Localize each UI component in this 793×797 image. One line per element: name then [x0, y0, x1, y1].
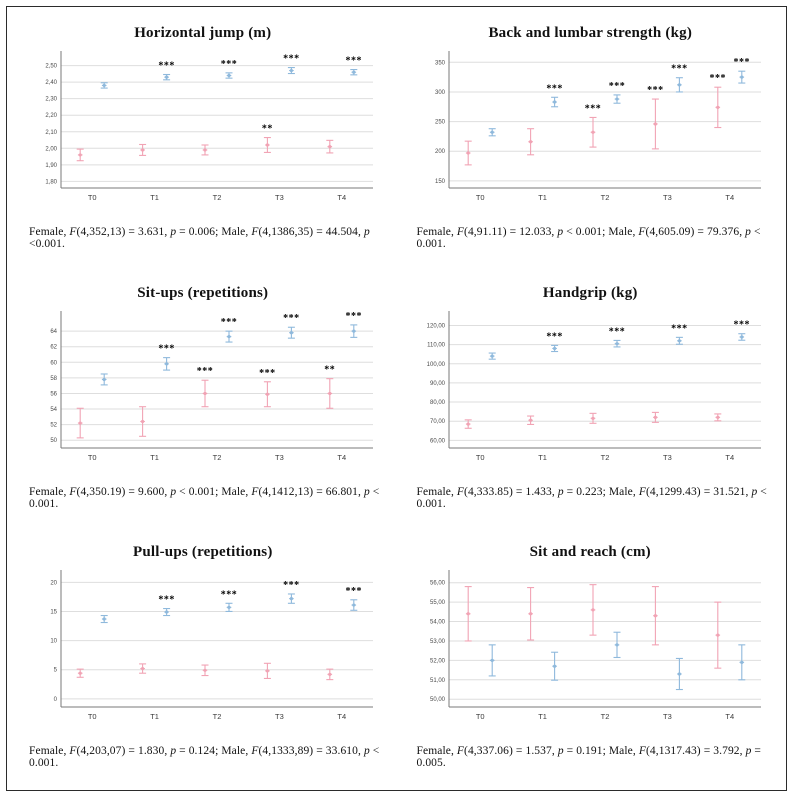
svg-text:T0: T0 — [475, 452, 485, 462]
svg-text:T2: T2 — [212, 193, 222, 202]
svg-text:T2: T2 — [600, 193, 609, 202]
svg-text:54,00: 54,00 — [429, 619, 445, 626]
svg-text:2,10: 2,10 — [45, 129, 57, 136]
panel-grid — [9, 9, 784, 788]
panel-caption: Female, F(4,333.85) = 1.433, p = 0.223; Male, F(4,1299.43) = 31.521, p < 0.001. — [416, 485, 767, 510]
svg-text:60,00: 60,00 — [429, 437, 445, 444]
back-lumbar-strength-chart — [409, 44, 771, 220]
svg-text:2,20: 2,20 — [45, 113, 57, 120]
panel-back-lumbar-strength — [397, 9, 785, 269]
svg-text:60: 60 — [50, 359, 57, 366]
svg-text:T3: T3 — [662, 193, 672, 202]
svg-text:64: 64 — [50, 328, 57, 335]
svg-text:2,00: 2,00 — [45, 146, 57, 153]
svg-text:***: *** — [670, 323, 688, 335]
svg-text:***: *** — [220, 589, 238, 601]
svg-text:T2: T2 — [600, 712, 609, 722]
panel-title: Horizontal jump (m) — [134, 25, 272, 41]
svg-text:T4: T4 — [337, 452, 347, 462]
svg-text:***: *** — [345, 586, 363, 598]
panel-caption: Female, F(4,91.11) = 12.033, p < 0.001; Male, F(4,605.09) = 79.376, p < 0.001. — [416, 226, 761, 250]
svg-text:T4: T4 — [337, 712, 347, 722]
panel-handgrip — [397, 269, 785, 529]
svg-text:T4: T4 — [724, 193, 734, 202]
svg-text:90,00: 90,00 — [429, 380, 445, 387]
svg-text:T1: T1 — [150, 193, 159, 202]
horizontal-jump-chart — [21, 44, 383, 220]
svg-text:***: *** — [259, 367, 276, 379]
handgrip-chart — [409, 304, 771, 480]
svg-text:T1: T1 — [537, 452, 547, 462]
svg-text:T1: T1 — [537, 712, 547, 722]
svg-text:15: 15 — [50, 609, 57, 616]
svg-text:T1: T1 — [150, 452, 159, 462]
svg-text:2,40: 2,40 — [45, 80, 57, 87]
svg-text:***: *** — [345, 310, 363, 322]
svg-text:***: *** — [646, 85, 664, 97]
svg-text:0: 0 — [53, 697, 57, 704]
panel-caption: Female, F(4,203,07) = 1.830, p = 0.124; Male, F(4,1333,89) = 33.610, p < 0.001. — [29, 745, 380, 770]
svg-text:***: *** — [709, 73, 726, 85]
svg-text:***: *** — [158, 594, 175, 606]
svg-text:54: 54 — [50, 406, 57, 413]
svg-text:1,80: 1,80 — [45, 179, 57, 186]
svg-text:***: *** — [283, 580, 300, 592]
svg-text:200: 200 — [434, 149, 445, 156]
svg-text:***: *** — [545, 331, 563, 343]
svg-text:T3: T3 — [275, 452, 284, 462]
svg-text:110,00: 110,00 — [426, 342, 445, 349]
svg-text:**: ** — [324, 364, 336, 376]
svg-text:300: 300 — [434, 89, 445, 96]
svg-text:52,00: 52,00 — [429, 658, 445, 665]
svg-text:70,00: 70,00 — [429, 418, 445, 425]
svg-text:***: *** — [608, 80, 625, 92]
svg-text:120,00: 120,00 — [426, 323, 445, 330]
svg-text:T1: T1 — [150, 712, 159, 722]
panel-title: Handgrip (kg) — [542, 284, 638, 301]
svg-text:51,00: 51,00 — [429, 678, 445, 685]
panel-title: Back and lumbar strength (kg) — [488, 25, 693, 41]
svg-text:53,00: 53,00 — [429, 639, 445, 646]
svg-text:T0: T0 — [87, 452, 97, 462]
panel-sit-ups — [9, 269, 397, 529]
svg-text:***: *** — [196, 365, 214, 377]
svg-text:***: *** — [733, 57, 750, 69]
panel-title: Sit-ups (repetitions) — [137, 284, 269, 301]
svg-text:T0: T0 — [87, 712, 97, 722]
sit-and-reach-chart — [409, 563, 771, 739]
svg-text:100,00: 100,00 — [426, 361, 445, 368]
panel-caption: Female, F(4,352,13) = 3.631, p = 0.006; Male, F(4,1386,35) = 44.504, p <0.001. — [29, 226, 370, 250]
svg-text:***: *** — [220, 316, 238, 328]
panel-title: Sit and reach (cm) — [529, 544, 651, 561]
svg-text:***: *** — [584, 103, 601, 115]
svg-text:***: *** — [733, 319, 750, 331]
svg-text:T2: T2 — [600, 452, 609, 462]
svg-text:***: *** — [545, 83, 563, 95]
svg-text:T3: T3 — [662, 712, 672, 722]
svg-text:**: ** — [261, 123, 273, 135]
svg-text:T4: T4 — [724, 712, 734, 722]
svg-text:80,00: 80,00 — [429, 399, 445, 406]
svg-text:62: 62 — [50, 344, 57, 351]
svg-text:350: 350 — [434, 60, 445, 67]
svg-text:150: 150 — [434, 178, 445, 185]
svg-text:***: *** — [158, 343, 175, 355]
svg-text:***: *** — [283, 53, 300, 65]
panel-horizontal-jump — [9, 9, 397, 269]
panel-sit-and-reach — [397, 528, 785, 788]
svg-text:2,50: 2,50 — [45, 63, 57, 70]
svg-text:250: 250 — [434, 119, 445, 126]
sit-ups-chart — [21, 304, 383, 480]
svg-text:T2: T2 — [212, 712, 222, 722]
svg-text:55,00: 55,00 — [429, 600, 445, 607]
svg-text:58: 58 — [50, 375, 57, 382]
pull-ups-chart — [21, 563, 383, 739]
svg-text:50,00: 50,00 — [429, 697, 445, 704]
svg-text:2,30: 2,30 — [45, 96, 57, 103]
svg-text:10: 10 — [50, 638, 57, 645]
svg-text:52: 52 — [50, 422, 57, 429]
svg-text:T2: T2 — [212, 452, 222, 462]
svg-text:T4: T4 — [724, 452, 734, 462]
svg-text:T3: T3 — [662, 452, 672, 462]
svg-text:20: 20 — [50, 580, 57, 587]
svg-text:56: 56 — [50, 391, 57, 398]
svg-text:***: *** — [670, 63, 688, 75]
panel-caption: Female, F(4,337.06) = 1.537, p = 0.191; Male, F(4,1317.43) = 3.792, p = 0.005. — [416, 745, 762, 770]
svg-text:T0: T0 — [475, 193, 485, 202]
panel-pull-ups — [9, 528, 397, 788]
svg-text:***: *** — [345, 55, 363, 67]
svg-text:T1: T1 — [537, 193, 547, 202]
panel-caption: Female, F(4,350.19) = 9.600, p < 0.001; Male, F(4,1412,13) = 66.801, p < 0.001. — [29, 485, 380, 510]
svg-text:T0: T0 — [87, 193, 97, 202]
svg-text:1,90: 1,90 — [45, 162, 57, 169]
svg-text:T3: T3 — [275, 193, 284, 202]
panel-title: Pull-ups (repetitions) — [132, 544, 273, 561]
svg-text:***: *** — [220, 58, 238, 70]
svg-text:50: 50 — [50, 437, 57, 444]
svg-text:T0: T0 — [475, 712, 485, 722]
svg-text:***: *** — [283, 312, 300, 324]
svg-text:5: 5 — [53, 668, 57, 675]
svg-text:T4: T4 — [337, 193, 347, 202]
svg-text:***: *** — [158, 60, 175, 72]
svg-text:T3: T3 — [275, 712, 284, 722]
svg-text:56,00: 56,00 — [429, 581, 445, 588]
svg-text:***: *** — [608, 326, 625, 338]
